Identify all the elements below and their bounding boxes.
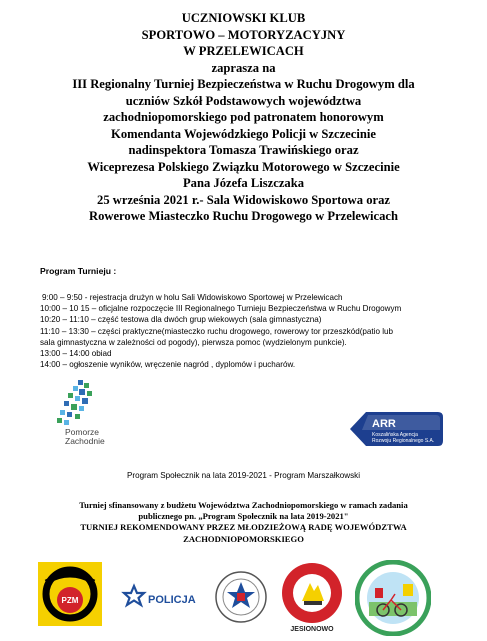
header-line: zachodniopomorskiego pod patronatem honorowym xyxy=(103,110,384,124)
osp-place-text: JESIONOWO xyxy=(290,626,334,633)
policja-logo xyxy=(120,581,202,615)
schedule-item: 13:00 – 14:00 obiad xyxy=(40,349,112,359)
pzm-text: PZM xyxy=(61,596,79,605)
arr-name-line2: Rozwoju Regionalnego S.A. xyxy=(372,438,435,444)
pomorze-zachodnie-mark xyxy=(57,380,92,425)
program-schedule xyxy=(40,292,460,370)
schedule-item: 11:10 – 13:30 – części praktyczne(miasteczko ruchu drogowego, rowerowy tor przeszkód(patio lub xyxy=(40,326,394,336)
header-line: W PRZELEWICACH xyxy=(183,44,304,58)
header-line: SPORTOWO – MOTORYZACYJNY xyxy=(141,27,346,42)
pzm-logo xyxy=(38,562,102,626)
program-title: Program Turnieju : xyxy=(40,266,117,276)
footer-line: publicznego pn. „Program Społecznik na lata 2019-2021" xyxy=(138,511,349,522)
zachodnie-text: Zachodnie xyxy=(65,436,105,446)
pomorze-text: Pomorze xyxy=(65,427,100,437)
footer-text xyxy=(0,500,487,545)
funding-program-text: Program Społecznik na lata 2019-2021 - Program Marszałkowski xyxy=(126,471,361,480)
footer-line: Turniej sfinansowany z budżetu Województwa Zachodniopomorskiego w ramach zadania xyxy=(79,500,408,510)
sponsor-logos-row xyxy=(0,556,487,641)
schedule-item: 10:00 – 10 15 – oficjalne rozpoczęcie III Regionalnego Turnieju Bezpieczeństwa w Ruchu Drogowym xyxy=(40,304,402,314)
header-line: III Regionalny Turniej Bezpieczeństwa w Ruchu Drogowym dla xyxy=(72,77,415,91)
header-line: UCZNIOWSKI KLUB xyxy=(181,11,306,25)
osp-jesionowo-logo xyxy=(280,561,344,635)
arr-short-text: ARR xyxy=(372,418,396,430)
header-line: Rowerowe Miasteczko Ruchu Drogowego w Przelewicach xyxy=(88,209,399,223)
policja-text: POLICJA xyxy=(148,594,196,606)
police-school-badge xyxy=(215,568,267,626)
uks-przelewice-logo xyxy=(355,560,431,636)
arr-name-line1: Koszalińska Agencja xyxy=(372,432,418,438)
footer-line: TURNIEJ REKOMENDOWANY PRZEZ MŁODZIEŻOWĄ RADĘ WOJEWÓDZTWA xyxy=(80,522,407,533)
schedule-item: 14:00 – ogłoszenie wyników, wręczenie nagród , dyplomów i pucharów. xyxy=(40,360,296,370)
schedule-item: sala gimnastyczna w zależności od pogody), pierwsza pomoc (wydzielonym punkcie). xyxy=(40,337,347,347)
header-line: Komendanta Wojewódzkiego Policji w Szczecinie xyxy=(111,126,376,141)
arr-logo xyxy=(348,410,444,448)
invitation-header xyxy=(0,10,487,225)
header-line: zaprasza na xyxy=(211,60,276,75)
header-line: uczniów Szkół Podstawowych województwa xyxy=(125,93,362,108)
schedule-item: 10:20 – 11:10 – część testowa dla dwóch grup wiekowych (sala gimnastyczna) xyxy=(40,315,322,325)
pomorze-zachodnie-logo xyxy=(48,377,122,447)
footer-line: ZACHODNIOPOMORSKIEGO xyxy=(183,533,304,544)
header-line: 25 września 2021 r.- Sala Widowiskowo Sportowa oraz xyxy=(97,192,390,207)
header-line: Pana Józefa Liszczaka xyxy=(182,176,305,190)
schedule-item: 9:00 – 9:50 - rejestracja drużyn w holu Sali Widowiskowo Sportowej w Przelewicach xyxy=(42,293,343,302)
header-line: Wiceprezesa Polskiego Związku Motorowego w Szczecinie xyxy=(87,159,400,174)
policja-star-icon xyxy=(124,586,144,605)
header-line: nadinspektora Tomasza Trawińskiego oraz xyxy=(128,143,359,157)
